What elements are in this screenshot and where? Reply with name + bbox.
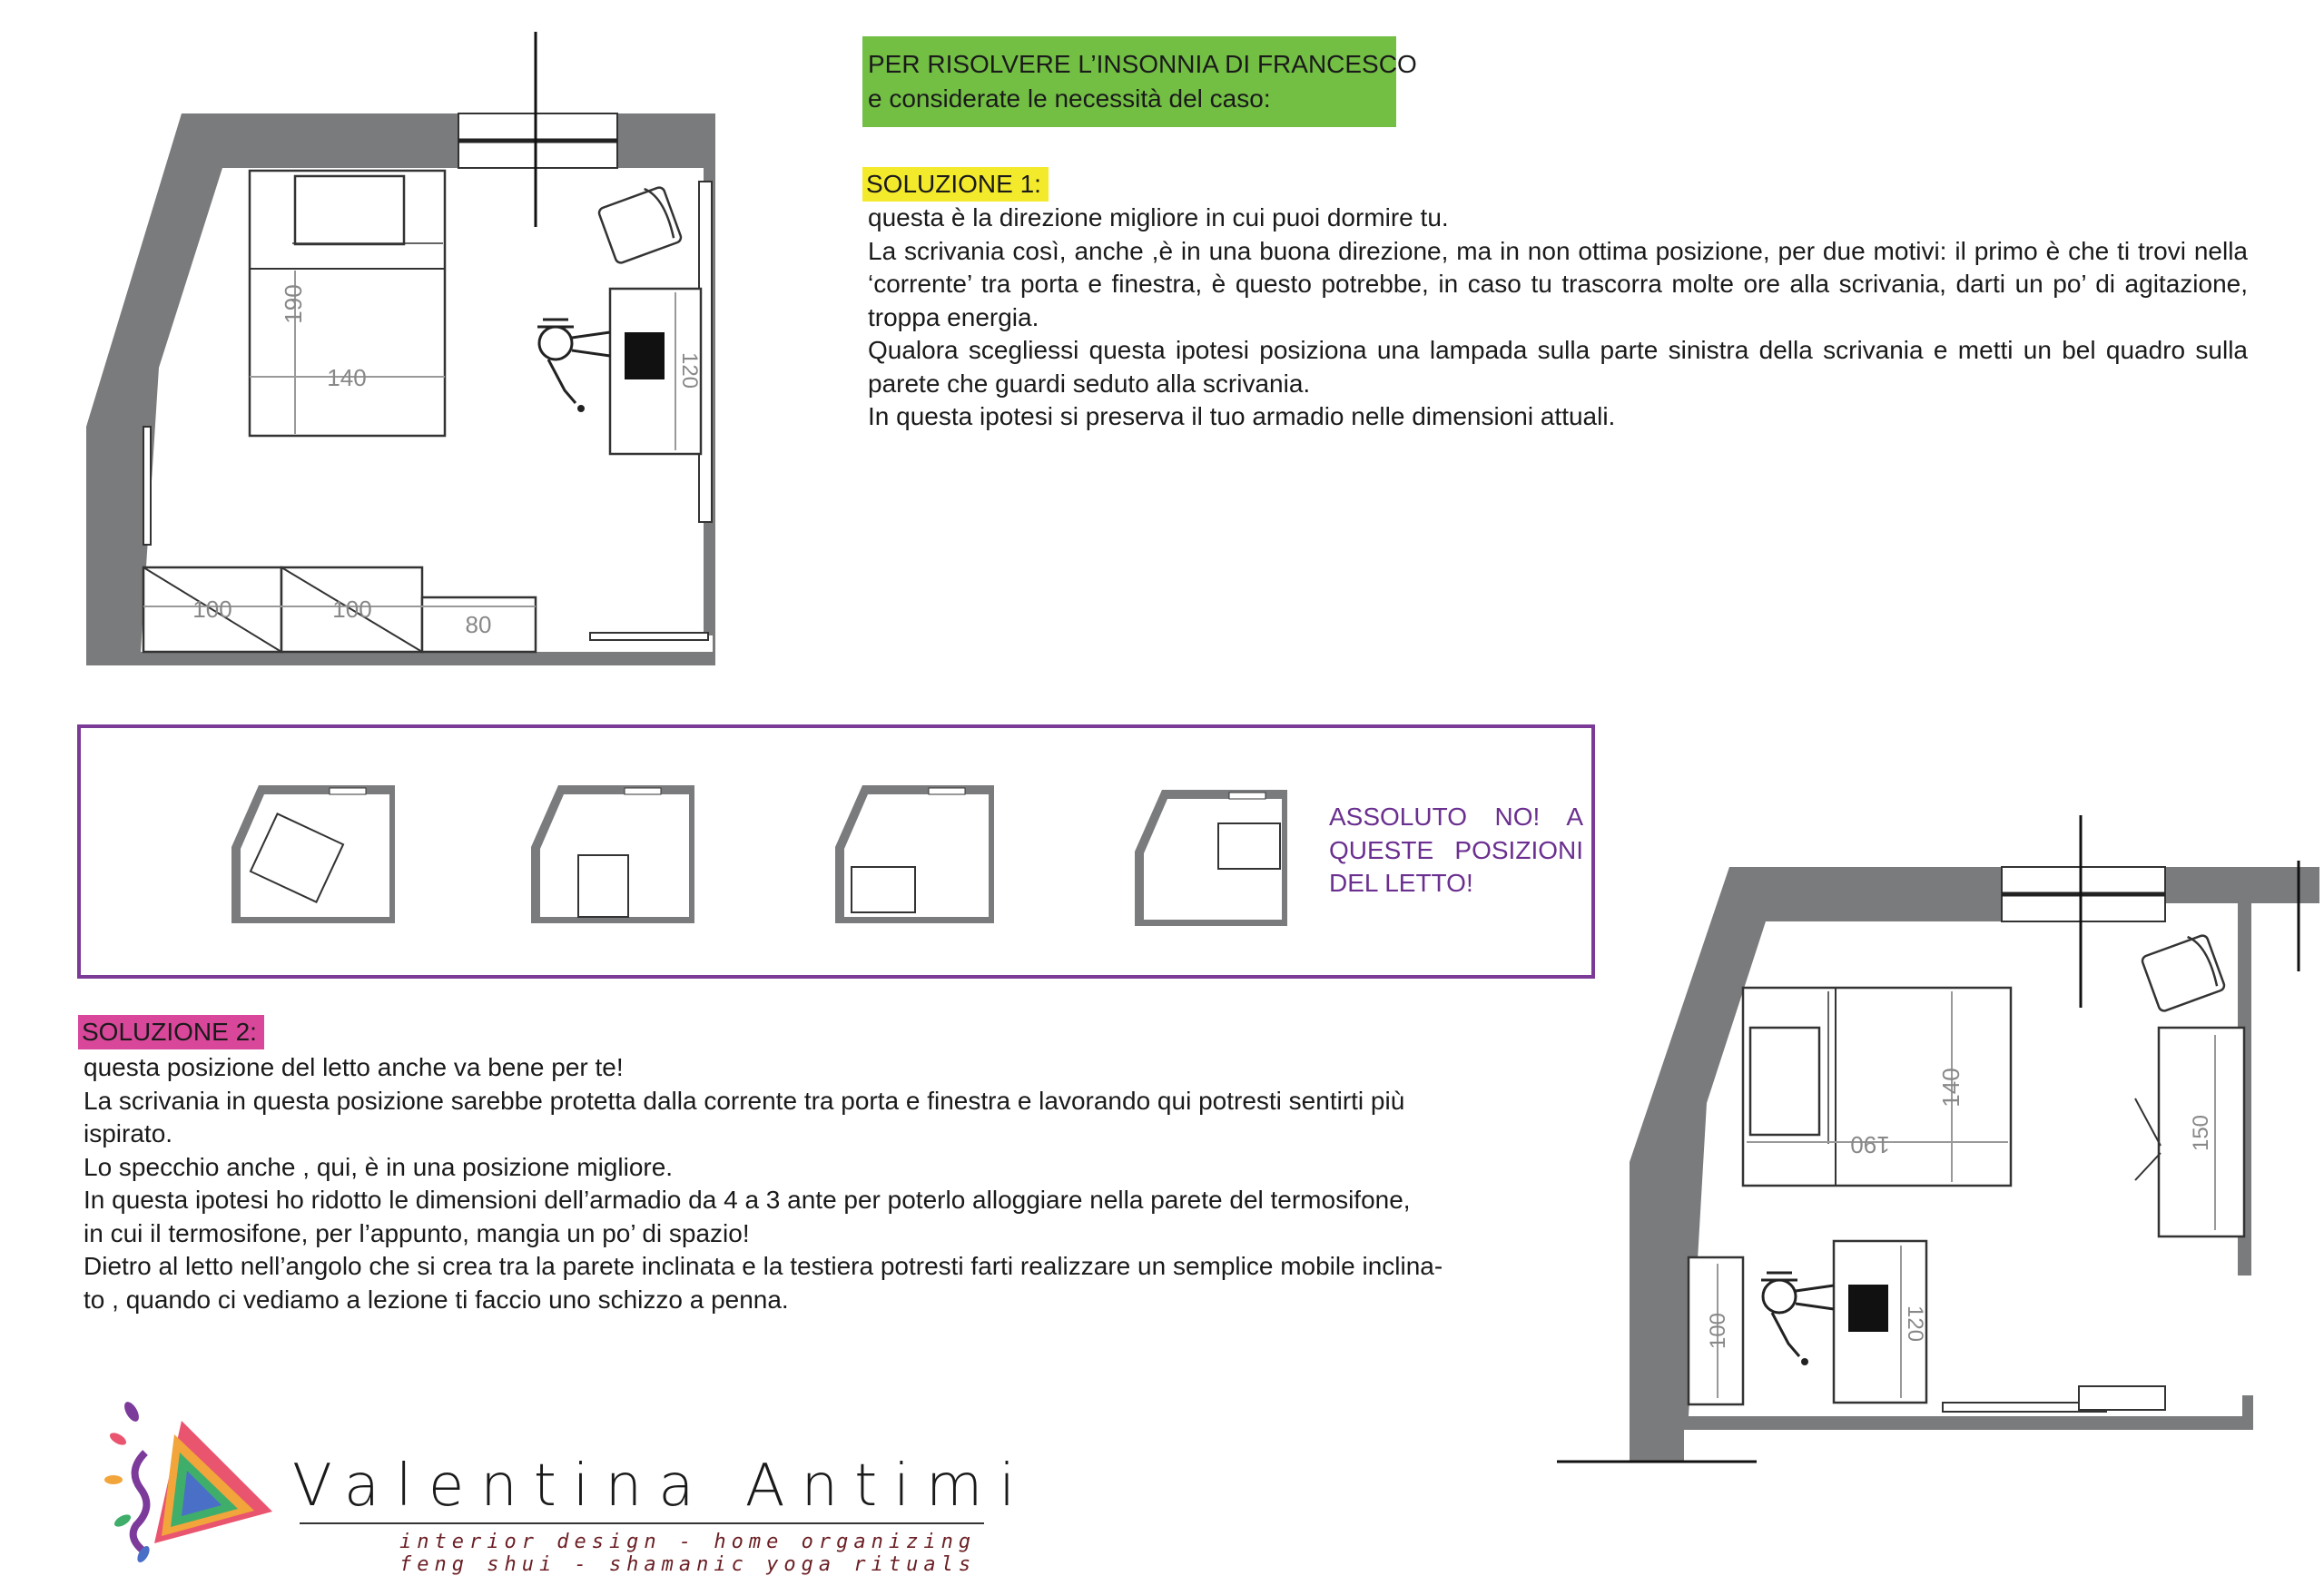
title-box (862, 36, 1417, 127)
solution-1-paragraph: questa è la direzione migliore in cui puoi dormire tu. (868, 203, 1449, 231)
floor-plan-solution-2 (1557, 815, 2319, 1462)
plan2-bed-length: 190 (1850, 1131, 1890, 1158)
feather-rainbow-icon (104, 1400, 272, 1565)
plan2-desk-length: 120 (1903, 1305, 1927, 1343)
floor-plan-solution-1 (86, 32, 715, 665)
solution-2-line: In questa ipotesi ho ridotto le dimensioni dell’armadio da 4 a 3 ante per poterlo alloggiare nella parete del termosifone, (84, 1186, 1411, 1214)
warning-text: ASSOLUTO NO! A QUESTE POSIZIONI DEL LETTO! (1329, 803, 1583, 897)
solution-2-line: Dietro al letto nell’angolo che si crea tra la parete inclinata e la testiera potresti farti realizzare un semplice mobile inclina- (84, 1252, 1443, 1280)
solution-1-label: SOLUZIONE 1: (862, 167, 1049, 202)
solution-2-line: Lo specchio anche , qui, è in una posizione migliore. (84, 1152, 674, 1181)
plan1-desk-length: 120 (677, 351, 702, 389)
plan2-person-icon (1761, 1273, 1834, 1365)
title-line-2: e considerate le necessità del caso: (868, 84, 1271, 113)
logo-name: Valentina Antimi (292, 1453, 1032, 1520)
logo-tagline-1: interior design - home organizing (399, 1531, 977, 1553)
plan1-chair (596, 182, 683, 264)
solution-1-text (868, 202, 2248, 434)
solution-2-label: SOLUZIONE 2: (78, 1015, 264, 1049)
plan2-cabinet-size: 100 (1706, 1312, 1730, 1350)
plan1-person-icon (537, 320, 610, 412)
solution-2-line: in cui il termosifone, per l’appunto, mangia un po’ di spazio! (84, 1218, 750, 1247)
logo-tagline-2: feng shui - shamanic yoga rituals (399, 1553, 977, 1576)
solution-1-paragraph: La scrivania così, anche ,è in una buona direzione, ma in non ottima posizione, per due motivi: il primo è che ti trovi nella ‘corrente’ tra porta e finestra, è questo potrebbe, in caso tu trascorra molte ore alla scrivania, darti un po’ di agitazione, troppa energia. (868, 236, 2248, 331)
plan2-bed-width: 140 (1937, 1068, 1965, 1108)
logo-divider (300, 1522, 984, 1524)
solution-2-text (84, 1051, 1463, 1316)
plan2-wardrobe-size: 150 (2189, 1114, 2213, 1152)
plan1-wardrobe-1: 100 (192, 596, 232, 623)
solution-2-line: questa posizione del letto anche va bene per te! (84, 1053, 624, 1081)
solution-2-line: La scrivania in questa posizione sarebbe protetta dalla corrente tra porta e finestra e lavorando qui potresti sentirti più (84, 1086, 1405, 1115)
plan1-bed-width: 140 (327, 364, 367, 391)
solution-2-line: to , quando ci vediamo a lezione ti faccio uno schizzo a penna. (84, 1285, 789, 1314)
plan2-chair (2140, 931, 2226, 1012)
solution-2-line: ispirato. (84, 1119, 173, 1148)
plan1-wardrobe-2: 100 (332, 596, 372, 623)
plan1-bed-length: 190 (280, 284, 307, 324)
title-line-1: PER RISOLVERE L’INSONNIA DI FRANCESCO (868, 50, 1417, 78)
plan1-wardrobe-3: 80 (465, 611, 492, 638)
solution-1-paragraph: Qualora scegliessi questa ipotesi posiziona una lampada sulla parte sinistra della scrivania e metti un bel quadro sulla parete che guardi seduto alla scrivania. (868, 336, 2248, 398)
solution-1-paragraph: In questa ipotesi si preserva il tuo armadio nelle dimensioni attuali. (868, 402, 1616, 430)
